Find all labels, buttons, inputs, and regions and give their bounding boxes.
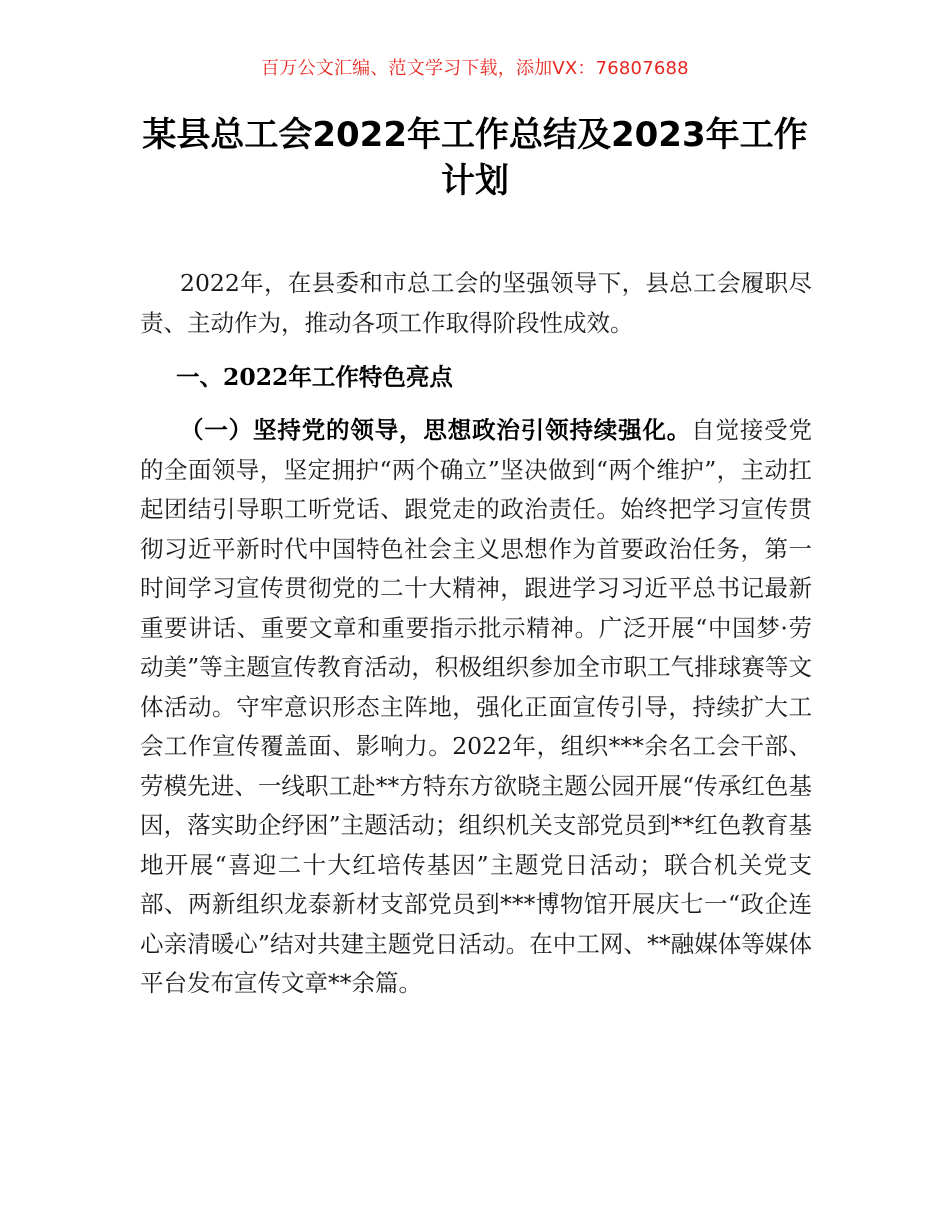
section-heading-1: 一、2022年工作特色亮点 — [176, 363, 453, 391]
document-title: 某县总工会2022年工作总结及2023年工作计划 — [142, 115, 808, 201]
watermark-text: 百万公文汇编、范文学习下载，添加VX：76807688 — [261, 58, 689, 79]
paragraph-1-body: 自觉接受党的全面领导，坚定拥护“两个确立”坚决做到“两个维护”，主动扛起团结引导职工听党话、跟党走的政治责任。始终把学习宣传贯彻习近平新时代中国特色社会主义思想作为首要政治任务，第一时间学习宣传贯彻党的二十大精神，跟进学习习近平总书记最新重要讲话、重要文章和重要指示批示精神。广泛开展“中国梦·劳动美”等主题宣传教育活动，积极组织参加全市职工气排球赛等文体活动。守牢意识形态主阵地，强化正面宣传引导，持续扩大工会工作宣传覆盖面、影响力。2022年，组织***余名工会干部、劳模先进、一线职工赴**方特东方欲晓主题公园开展“传承红色基因，落实助企纾困”主题活动；组织机关支部党员到**红色教育基地开展“喜迎二十大红培传基因”主题党日活动；联合机关党支部、两新组织龙泰新材支部党员到***博物馆开展庆七一“政企连心亲清暖心”结对共建主题党日活动。在中工网、**融媒体等媒体平台发布宣传文章**余篇。 — [140, 416, 813, 997]
paragraph-1-lead: （一）坚持党的领导，思想政治引领持续强化。 — [180, 416, 692, 444]
paragraph-1 — [140, 411, 812, 1004]
intro-paragraph: 2022年，在县委和市总工会的坚强领导下，县总工会履职尽责、主动作为，推动各项工作取得阶段性成效。 — [140, 269, 812, 337]
